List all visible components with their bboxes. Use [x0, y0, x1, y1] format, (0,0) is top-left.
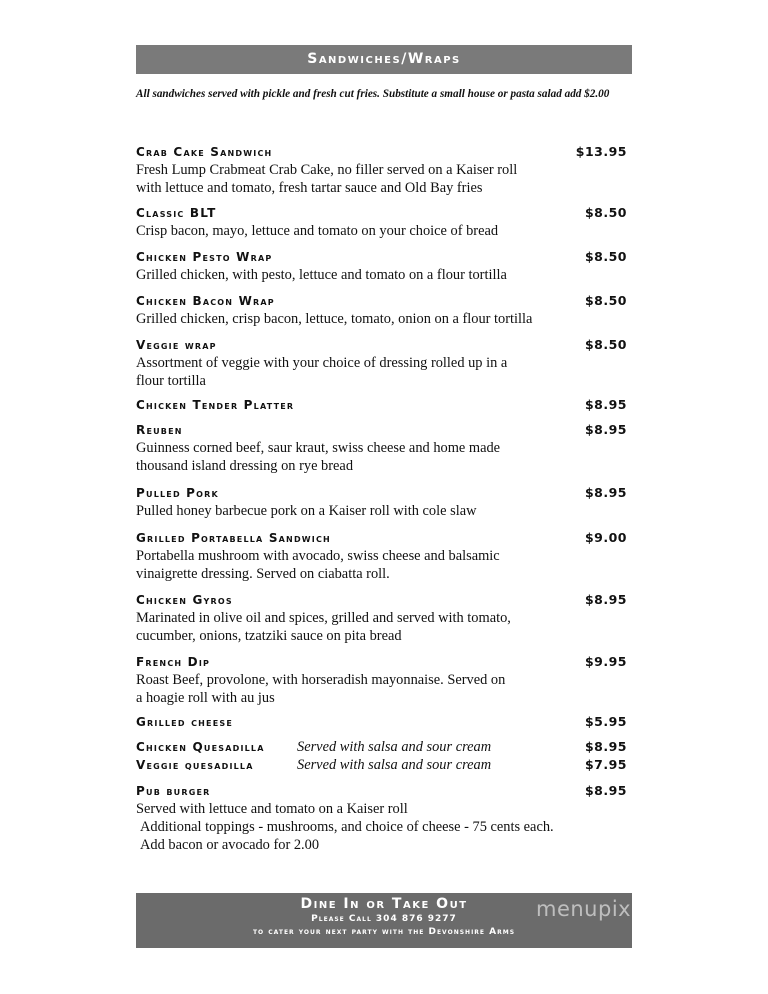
- item-description: flour tortilla: [136, 373, 206, 389]
- item-price: $8.95: [584, 397, 627, 412]
- menu-item-grilled-portabella-sandwich: [136, 529, 632, 583]
- item-description: Additional toppings - mushrooms, and choice of cheese - 75 cents each.: [140, 819, 554, 835]
- item-name: Chicken Tender Platter: [136, 398, 295, 412]
- item-price: $8.50: [584, 205, 627, 220]
- item-name: Classic BLT: [136, 206, 217, 220]
- item-description: Served with lettuce and tomato on a Kaiser roll: [136, 801, 408, 817]
- menu-item-reuben: [136, 421, 632, 475]
- item-name: Grilled Portabella Sandwich: [136, 531, 331, 545]
- item-note: Served with salsa and sour cream: [297, 757, 492, 773]
- menu-item-chicken-gyros: [136, 591, 632, 645]
- menu-item-pulled-pork: [136, 484, 632, 520]
- item-name: Reuben: [136, 423, 183, 437]
- item-description: Add bacon or avocado for 2.00: [140, 837, 320, 853]
- section-subtitle: All sandwiches served with pickle and fresh cut fries. Substitute a small house or pasta salad add $2.00: [136, 88, 610, 100]
- menu-item-chicken-tender-platter: [136, 396, 632, 414]
- item-name: Grilled cheese: [136, 715, 233, 729]
- item-price: $8.50: [584, 249, 627, 264]
- item-price: $8.95: [584, 485, 627, 500]
- menu-item-grilled-cheese: [136, 713, 632, 731]
- item-description: Marinated in olive oil and spices, grilled and served with tomato,: [136, 610, 511, 626]
- item-name: Veggie quesadilla: [136, 758, 254, 772]
- section-title: Sandwiches/Wraps: [307, 51, 461, 67]
- item-name: Chicken Bacon Wrap: [136, 294, 275, 308]
- item-description: vinaigrette dressing. Served on ciabatta roll.: [136, 566, 390, 582]
- item-price: $5.95: [584, 714, 627, 729]
- menu-item-veggie-quesadilla: [136, 756, 632, 774]
- menu-item-french-dip: [136, 653, 632, 707]
- item-price: $8.95: [584, 592, 627, 607]
- item-price: $8.95: [584, 783, 627, 798]
- item-description: Pulled honey barbecue pork on a Kaiser roll with cole slaw: [136, 503, 477, 519]
- item-description: with lettuce and tomato, fresh tartar sauce and Old Bay fries: [136, 180, 483, 196]
- menu-item-veggie-wrap: [136, 336, 632, 390]
- item-description: cucumber, onions, tzatziki sauce on pita bread: [136, 628, 402, 644]
- menu-item-chicken-quesadilla: [136, 738, 632, 756]
- item-description: Fresh Lump Crabmeat Crab Cake, no filler served on a Kaiser roll: [136, 162, 518, 178]
- menu-item-chicken-bacon-wrap: [136, 292, 632, 328]
- item-price: $7.95: [584, 757, 627, 772]
- item-price: $13.95: [575, 144, 627, 159]
- menu-item-classic-blt: [136, 204, 632, 240]
- footer-catering-line: to cater your next party with the Devonshire Arms: [252, 927, 516, 937]
- menu-item-crab-cake-sandwich: [136, 143, 632, 197]
- item-price: $8.95: [584, 739, 627, 754]
- item-name: Crab Cake Sandwich: [136, 145, 273, 159]
- item-name: Chicken Gyros: [136, 593, 233, 607]
- item-price: $8.50: [584, 337, 627, 352]
- footer-title: Dine In or Take Out: [300, 896, 468, 912]
- item-name: Chicken Pesto Wrap: [136, 250, 273, 264]
- item-description: Grilled chicken, with pesto, lettuce and tomato on a flour tortilla: [136, 267, 507, 283]
- item-name: Pulled Pork: [136, 486, 219, 500]
- item-description: Portabella mushroom with avocado, swiss cheese and balsamic: [136, 548, 500, 564]
- item-name: Chicken Quesadilla: [136, 740, 265, 754]
- item-note: Served with salsa and sour cream: [297, 739, 492, 755]
- item-price: $8.50: [584, 293, 627, 308]
- item-price: $9.00: [584, 530, 627, 545]
- menu-item-chicken-pesto-wrap: [136, 248, 632, 284]
- item-price: $8.95: [584, 422, 627, 437]
- item-price: $9.95: [584, 654, 627, 669]
- item-name: French Dip: [136, 655, 211, 669]
- item-description: Guinness corned beef, saur kraut, swiss cheese and home made: [136, 440, 501, 456]
- footer-phone-line: Please Call 304 876 9277: [311, 914, 457, 924]
- item-description: Crisp bacon, mayo, lettuce and tomato on your choice of bread: [136, 223, 499, 239]
- item-name: Pub burger: [136, 784, 211, 798]
- watermark-logo: menupix: [536, 897, 632, 921]
- item-description: Grilled chicken, crisp bacon, lettuce, tomato, onion on a flour tortilla: [136, 311, 533, 327]
- item-description: Assortment of veggie with your choice of dressing rolled up in a: [136, 355, 508, 371]
- item-name: Veggie wrap: [136, 338, 217, 352]
- item-description: Roast Beef, provolone, with horseradish mayonnaise. Served on: [136, 672, 506, 688]
- item-description: thousand island dressing on rye bread: [136, 458, 354, 474]
- menu-item-pub-burger: [136, 782, 632, 854]
- section-header: [136, 45, 632, 74]
- item-description: a hoagie roll with au jus: [136, 690, 275, 706]
